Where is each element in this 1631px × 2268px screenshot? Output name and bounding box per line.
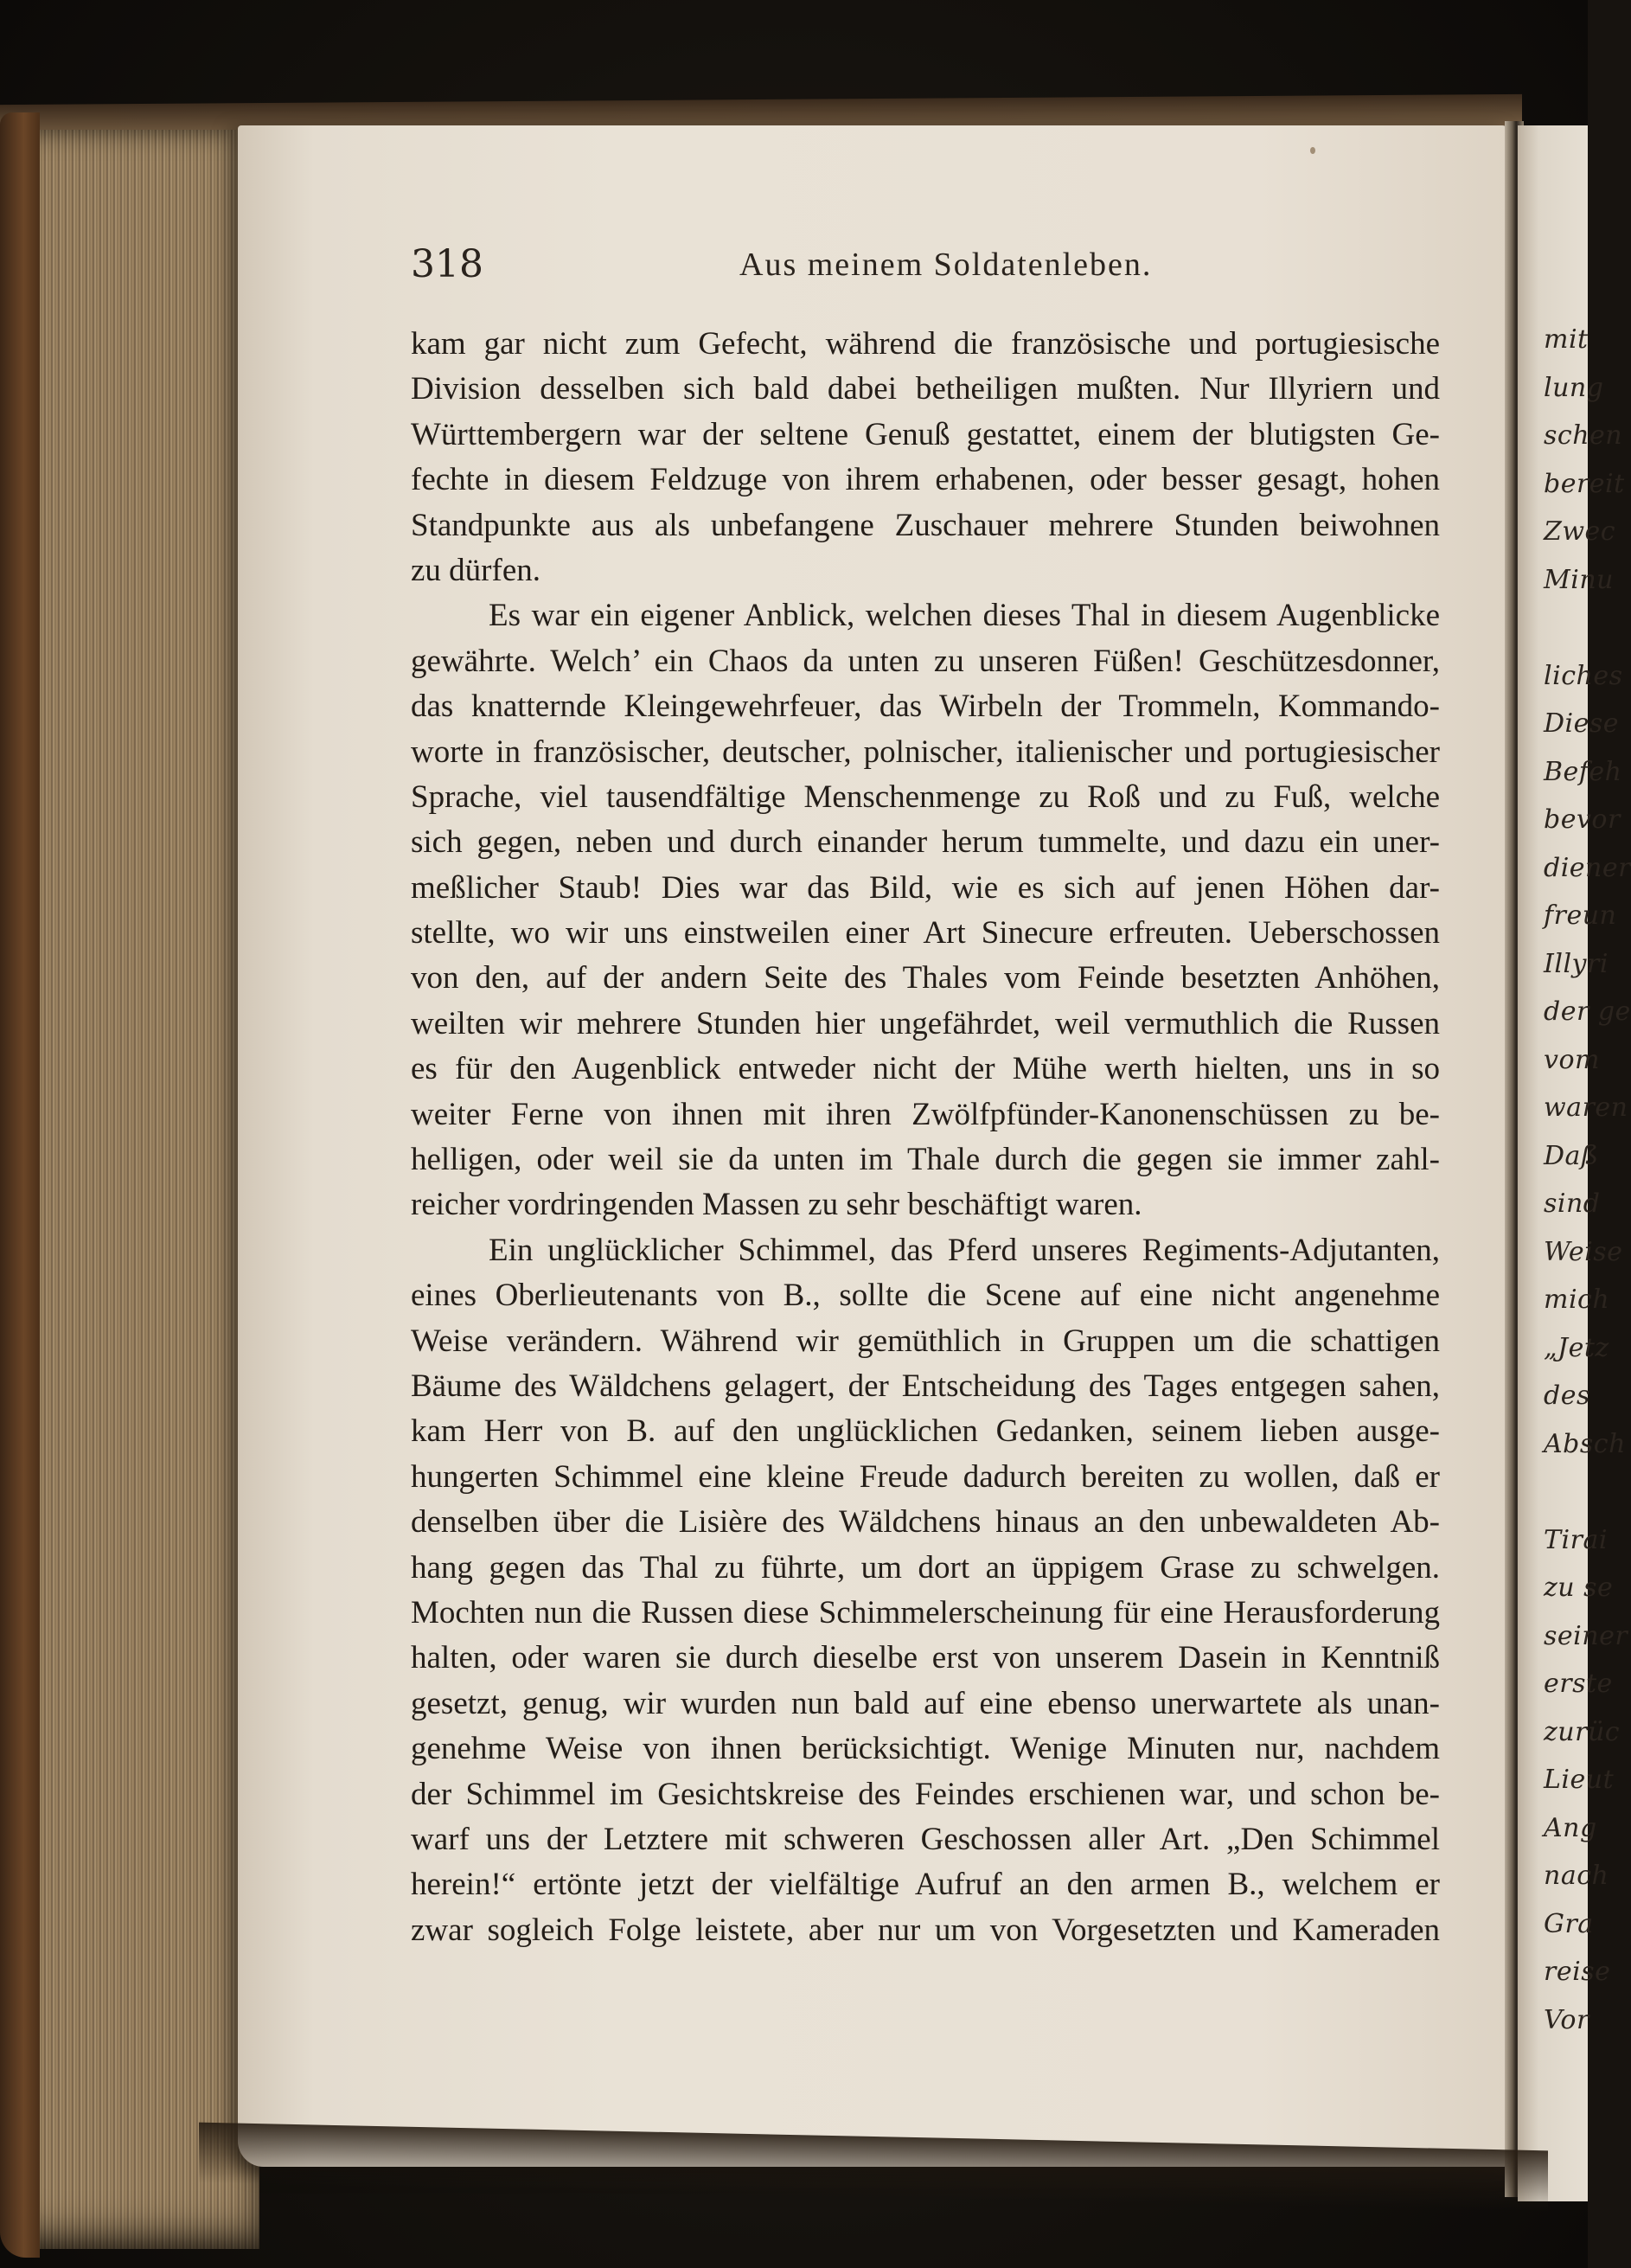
next-page-line-fragment: seiner — [1544, 1620, 1628, 1651]
next-page-line-fragment: vom — [1544, 1044, 1600, 1075]
next-page-line-fragment: Lieut — [1544, 1765, 1615, 1795]
text-line: Es war ein eigener Anblick, welchen dieses Thal in diesem Augenblicke — [489, 598, 1440, 634]
next-page-line-fragment: sind — [1544, 1188, 1601, 1219]
text-line: gewährte. Welch’ ein Chaos da unten zu unseren Füßen! Geschützesdonner, — [411, 643, 1440, 679]
text-line: gesetzt, genug, wir wurden nun bald auf eine ebenso unerwartete als unan- — [411, 1685, 1440, 1721]
text-line: Sprache, viel tausendfältige Menschenmenge zu Roß und zu Fuß, welche — [411, 778, 1440, 815]
text-line: Division desselben sich bald dabei betheiligen mußten. Nur Illyriern und — [411, 371, 1440, 407]
text-line: hang gegen das Thal zu führte, um dort an üppigem Grase zu schwelgen. — [411, 1549, 1440, 1586]
text-line: warf uns der Letztere mit schweren Geschossen aller Art. „Den Schimmel — [411, 1821, 1440, 1857]
next-page-line-fragment: reise — [1544, 1957, 1611, 1987]
next-page-line-fragment: waren — [1544, 1092, 1628, 1123]
next-page-line-fragment: mit — [1544, 324, 1589, 355]
next-page-line-fragment: Minu — [1544, 564, 1614, 595]
next-page-line-fragment: Gra — [1544, 1908, 1594, 1939]
next-page-line-fragment: der ge — [1544, 996, 1631, 1027]
next-page-line-fragment: Absch — [1544, 1428, 1626, 1459]
text-line: hungerten Schimmel eine kleine Freude dadurch bereiten zu wollen, daß er — [411, 1458, 1440, 1495]
text-line: kam Herr von B. auf den unglücklichen Gedanken, seinem lieben ausge- — [411, 1413, 1440, 1450]
text-line: zu dürfen. — [411, 552, 540, 588]
text-line: stellte, wo wir uns einstweilen einer Art Sinecure erfreuten. Ueberschossen — [411, 915, 1440, 951]
text-line: reicher vordringenden Massen zu sehr beschäftigt waren. — [411, 1187, 1142, 1223]
text-line: der Schimmel im Gesichtskreise des Feindes erschienen war, und schon be- — [411, 1776, 1440, 1812]
next-page-line-fragment: Illyri — [1544, 948, 1609, 979]
next-page-line-fragment: Daß — [1544, 1140, 1599, 1171]
text-line: zwar sogleich Folge leistete, aber nur um von Vorgesetzten und Kameraden — [411, 1912, 1440, 1948]
next-page-line-fragment: Weise — [1544, 1236, 1623, 1267]
text-line: Mochten nun die Russen diese Schimmelerscheinung für eine Herausforderung — [411, 1594, 1440, 1631]
text-line: das knatternde Kleingewehrfeuer, das Wirbeln der Trommeln, Kommando- — [411, 689, 1440, 725]
text-line: helligen, oder weil sie da unten im Thale durch die gegen sie immer zahl- — [411, 1142, 1440, 1178]
next-page-edge — [1518, 125, 1631, 2201]
next-page-line-fragment: lung — [1544, 372, 1604, 403]
text-line: eines Oberlieutenants von B., sollte die Scene auf eine nicht angenehme — [411, 1278, 1440, 1314]
text-line: genehme Weise von ihnen berücksichtigt. Wenige Minuten nur, nachdem — [411, 1731, 1440, 1767]
text-line: Weise verändern. Während wir gemüthlich in Gruppen um die schattigen — [411, 1323, 1440, 1359]
next-page-line-fragment: erste — [1544, 1669, 1613, 1699]
next-page-line-fragment: bevor — [1544, 804, 1621, 835]
text-line: halten, oder waren sie durch dieselbe erst von unserem Dasein in Kenntniß — [411, 1640, 1440, 1676]
next-page-line-fragment: zurüc — [1544, 1716, 1621, 1747]
text-line: Standpunkte aus als unbefangene Zuschauer mehrere Stunden beiwohnen — [411, 507, 1440, 543]
text-line: kam gar nicht zum Gefecht, während die französische und portugiesische — [411, 326, 1440, 362]
next-page-line-fragment: Ang — [1544, 1812, 1597, 1843]
next-page-line-fragment: liches — [1544, 660, 1623, 691]
text-line: weiter Ferne von ihnen mit ihren Zwölfpfünder-Kanonenschüssen zu be- — [411, 1096, 1440, 1132]
text-line: es für den Augenblick entweder nicht der Mühe werth hielten, uns in so — [411, 1051, 1440, 1087]
text-line: Ein unglücklicher Schimmel, das Pferd unseres Regiments-Adjutanten, — [489, 1232, 1440, 1268]
text-line: sich gegen, neben und durch einander herum tummelte, und dazu ein uner- — [411, 824, 1440, 861]
next-page-line-fragment: Zwec — [1544, 516, 1616, 547]
next-page-line-fragment: mich — [1544, 1285, 1610, 1315]
text-line: herein!“ ertönte jetzt der vielfältige Aufruf an den armen B., welchem er — [411, 1867, 1440, 1903]
next-page-line-fragment: freun — [1544, 900, 1617, 931]
text-line: weilten wir mehrere Stunden hier ungefährdet, weil vermuthlich die Russen — [411, 1005, 1440, 1041]
paper-spot — [1310, 147, 1315, 154]
text-line: denselben über die Lisière des Wäldchens hinaus an den unbewaldeten Ab- — [411, 1504, 1440, 1541]
running-head — [411, 242, 1457, 294]
text-line: fechte in diesem Feldzuge von ihrem erhabenen, oder besser gesagt, hohen — [411, 462, 1440, 498]
next-page-line-fragment: nach — [1544, 1861, 1609, 1891]
running-title: Aus meinem Soldatenleben. — [739, 247, 1153, 283]
next-page-line-fragment: Vor — [1544, 2004, 1589, 2035]
next-page-line-fragment: des — [1544, 1381, 1590, 1411]
next-page-line-fragment: Befeh — [1544, 756, 1622, 787]
body-text — [411, 322, 1440, 1953]
next-page-line-fragment: schen — [1544, 420, 1623, 451]
text-line: von den, auf der andern Seite des Thales vom Feinde besetzten Anhöhen, — [411, 960, 1440, 996]
next-page-line-fragment: bereit — [1544, 468, 1625, 499]
text-line: worte in französischer, deutscher, polnischer, italienischer und portugiesischer — [411, 734, 1440, 770]
next-page-line-fragment: zu se — [1544, 1573, 1614, 1603]
next-page-line-fragment: diener — [1544, 852, 1631, 883]
next-page-line-fragment: Tirai — [1544, 1524, 1608, 1555]
book-cover-edge — [0, 112, 40, 2258]
text-line: meßlicher Staub! Dies war das Bild, wie es sich auf jenen Höhen dar- — [411, 869, 1440, 906]
text-line: Württembergern war der seltene Genuß gestattet, einem der blutigsten Ge- — [411, 416, 1440, 452]
next-page-line-fragment: Diese — [1544, 708, 1620, 739]
text-line: Bäume des Wäldchens gelagert, der Entscheidung des Tages entgegen sahen, — [411, 1368, 1440, 1404]
next-page-line-fragment: „Jetz — [1544, 1332, 1609, 1363]
page-number: 318 — [411, 242, 483, 286]
